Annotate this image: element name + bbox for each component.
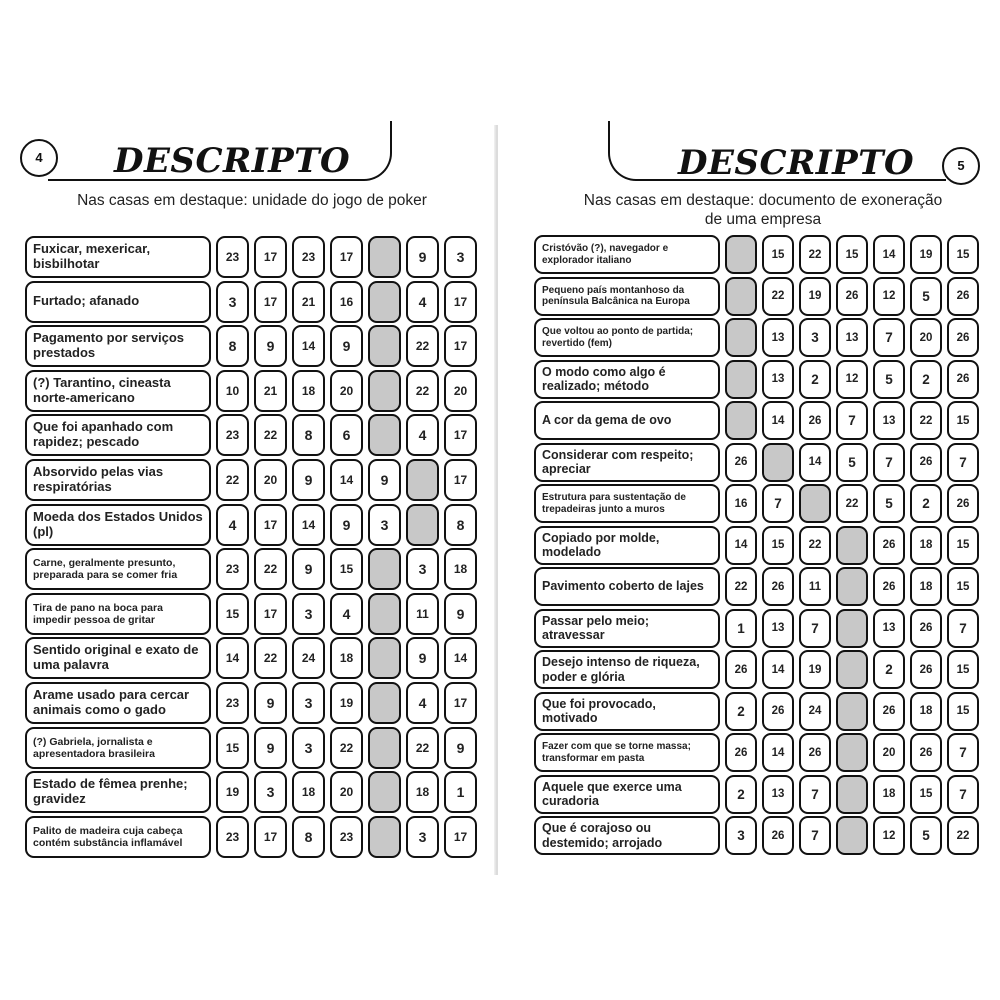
- answer-cell[interactable]: 20: [254, 459, 287, 501]
- answer-cell[interactable]: 24: [799, 692, 831, 731]
- answer-cell[interactable]: 8: [292, 414, 325, 456]
- answer-cell[interactable]: 26: [725, 650, 757, 689]
- answer-cell[interactable]: 22: [762, 277, 794, 316]
- answer-cell[interactable]: 4: [406, 682, 439, 724]
- highlighted-answer-cell[interactable]: [836, 733, 868, 772]
- answer-cell[interactable]: 22: [406, 370, 439, 412]
- answer-cell[interactable]: 18: [873, 775, 905, 814]
- clue-row: [534, 692, 979, 731]
- clue-text: Desejo intenso de riqueza, poder e glória: [534, 650, 720, 689]
- answer-cell[interactable]: 14: [762, 650, 794, 689]
- highlighted-answer-cell[interactable]: [368, 548, 401, 590]
- answer-cell[interactable]: 14: [873, 235, 905, 274]
- answer-cell[interactable]: 17: [254, 281, 287, 323]
- highlighted-answer-cell[interactable]: [725, 235, 757, 274]
- answer-cell[interactable]: 26: [947, 318, 979, 357]
- highlighted-answer-cell[interactable]: [368, 325, 401, 367]
- answer-cell[interactable]: 9: [254, 325, 287, 367]
- answer-cell[interactable]: 15: [836, 235, 868, 274]
- answer-cell[interactable]: 17: [444, 682, 477, 724]
- answer-cell[interactable]: 13: [762, 360, 794, 399]
- answer-cell[interactable]: 8: [292, 816, 325, 858]
- highlighted-answer-cell[interactable]: [368, 414, 401, 456]
- clue-text: Fuxicar, mexericar, bisbilhotar: [25, 236, 211, 278]
- clue-row: [534, 526, 979, 565]
- answer-cell[interactable]: 2: [910, 360, 942, 399]
- clue-text: Passar pelo meio; atravessar: [534, 609, 720, 648]
- clue-row: [534, 360, 979, 399]
- answer-cell[interactable]: 15: [910, 775, 942, 814]
- answer-cell[interactable]: 9: [330, 325, 363, 367]
- clue-text: Fazer com que se torne massa; transformar em pasta: [534, 733, 720, 772]
- answer-cell[interactable]: 26: [947, 360, 979, 399]
- clue-text: Estrutura para sustentação de trepadeiras junto a muros: [534, 484, 720, 523]
- highlighted-answer-cell[interactable]: [836, 692, 868, 731]
- clue-row: [25, 637, 477, 679]
- clue-text: (?) Gabriela, jornalista e apresentadora brasileira: [25, 727, 211, 769]
- clue-row: [534, 318, 979, 357]
- answer-cell[interactable]: 18: [292, 771, 325, 813]
- answer-cell[interactable]: 3: [292, 593, 325, 635]
- answer-cell[interactable]: 2: [799, 360, 831, 399]
- highlighted-answer-cell[interactable]: [836, 609, 868, 648]
- answer-cell[interactable]: 26: [910, 733, 942, 772]
- answer-cell[interactable]: 4: [406, 281, 439, 323]
- answer-cell[interactable]: 3: [725, 816, 757, 855]
- answer-cell[interactable]: 14: [799, 443, 831, 482]
- answer-cell[interactable]: 18: [910, 526, 942, 565]
- answer-cell[interactable]: 23: [292, 236, 325, 278]
- answer-cell[interactable]: 15: [947, 567, 979, 606]
- answer-cell[interactable]: 7: [799, 775, 831, 814]
- answer-cell[interactable]: 9: [368, 459, 401, 501]
- answer-cell[interactable]: 26: [725, 443, 757, 482]
- answer-cell[interactable]: 15: [216, 727, 249, 769]
- clue-text: Arame usado para cercar animais como o gado: [25, 682, 211, 724]
- answer-cell[interactable]: 22: [725, 567, 757, 606]
- answer-cell[interactable]: 26: [873, 526, 905, 565]
- answer-cell[interactable]: 23: [216, 816, 249, 858]
- answer-cell[interactable]: 26: [725, 733, 757, 772]
- answer-cell[interactable]: 23: [216, 236, 249, 278]
- right-instruction-line-2: de uma empresa: [704, 211, 822, 228]
- right-page-number: 5: [942, 147, 980, 185]
- answer-cell[interactable]: 2: [910, 484, 942, 523]
- highlighted-answer-cell[interactable]: [836, 775, 868, 814]
- answer-cell[interactable]: 10: [216, 370, 249, 412]
- clue-text: Pagamento por serviços prestados: [25, 325, 211, 367]
- answer-cell[interactable]: 14: [762, 401, 794, 440]
- highlighted-answer-cell[interactable]: [368, 682, 401, 724]
- answer-cell[interactable]: 7: [947, 443, 979, 482]
- clue-text: Sentido original e exato de uma palavra: [25, 637, 211, 679]
- highlighted-answer-cell[interactable]: [762, 443, 794, 482]
- answer-cell[interactable]: 14: [725, 526, 757, 565]
- highlighted-answer-cell[interactable]: [725, 318, 757, 357]
- answer-cell[interactable]: 7: [947, 775, 979, 814]
- highlighted-answer-cell[interactable]: [368, 593, 401, 635]
- answer-cell[interactable]: 11: [799, 567, 831, 606]
- answer-cell[interactable]: 26: [947, 484, 979, 523]
- answer-cell[interactable]: 22: [406, 727, 439, 769]
- answer-cell[interactable]: 13: [836, 318, 868, 357]
- answer-cell[interactable]: 22: [330, 727, 363, 769]
- answer-cell[interactable]: 3: [444, 236, 477, 278]
- highlighted-answer-cell[interactable]: [406, 504, 439, 546]
- highlighted-answer-cell[interactable]: [368, 637, 401, 679]
- left-instruction: Nas casas em destaque: unidade do jogo de poker: [77, 192, 427, 209]
- answer-cell[interactable]: 7: [836, 401, 868, 440]
- clue-row: [534, 277, 979, 316]
- answer-cell[interactable]: 26: [910, 650, 942, 689]
- answer-cell[interactable]: 24: [292, 637, 325, 679]
- answer-cell[interactable]: 22: [799, 235, 831, 274]
- highlighted-answer-cell[interactable]: [725, 277, 757, 316]
- answer-cell[interactable]: 21: [254, 370, 287, 412]
- clue-text: Carne, geralmente presunto, preparada para se comer fria: [25, 548, 211, 590]
- answer-cell[interactable]: 14: [216, 637, 249, 679]
- answer-cell[interactable]: 20: [330, 771, 363, 813]
- answer-cell[interactable]: 19: [910, 235, 942, 274]
- clue-text: Cristóvão (?), navegador e explorador italiano: [534, 235, 720, 274]
- clue-text: Furtado; afanado: [25, 281, 211, 323]
- answer-cell[interactable]: 26: [873, 567, 905, 606]
- clue-row: [534, 401, 979, 440]
- answer-cell[interactable]: 13: [873, 609, 905, 648]
- answer-cell[interactable]: 9: [254, 682, 287, 724]
- answer-cell[interactable]: 18: [292, 370, 325, 412]
- answer-cell[interactable]: 12: [873, 816, 905, 855]
- answer-cell[interactable]: 13: [873, 401, 905, 440]
- clue-text: Considerar com respeito; apreciar: [534, 443, 720, 482]
- clue-text: A cor da gema de ovo: [534, 401, 720, 440]
- left-page: [8, 125, 496, 875]
- clue-row: [25, 325, 477, 367]
- answer-cell[interactable]: 7: [947, 733, 979, 772]
- answer-cell[interactable]: 9: [406, 637, 439, 679]
- answer-cell[interactable]: 26: [910, 609, 942, 648]
- answer-cell[interactable]: 20: [910, 318, 942, 357]
- answer-cell[interactable]: 18: [444, 548, 477, 590]
- clue-row: [534, 567, 979, 606]
- answer-cell[interactable]: 23: [216, 682, 249, 724]
- highlighted-answer-cell[interactable]: [368, 816, 401, 858]
- answer-cell[interactable]: 19: [330, 682, 363, 724]
- clue-row: [534, 443, 979, 482]
- answer-cell[interactable]: 17: [254, 593, 287, 635]
- answer-cell[interactable]: 16: [330, 281, 363, 323]
- clue-row: [534, 733, 979, 772]
- answer-cell[interactable]: 3: [254, 771, 287, 813]
- clue-row: [25, 816, 477, 858]
- answer-cell[interactable]: 20: [873, 733, 905, 772]
- clue-row: [534, 650, 979, 689]
- answer-cell[interactable]: 7: [762, 484, 794, 523]
- clue-text: O modo como algo é realizado; método: [534, 360, 720, 399]
- answer-cell[interactable]: 7: [799, 816, 831, 855]
- answer-cell[interactable]: 17: [444, 325, 477, 367]
- answer-cell[interactable]: 14: [444, 637, 477, 679]
- answer-cell[interactable]: 2: [725, 692, 757, 731]
- answer-cell[interactable]: 14: [330, 459, 363, 501]
- clue-row: [25, 771, 477, 813]
- answer-cell[interactable]: 7: [873, 318, 905, 357]
- answer-cell[interactable]: 18: [330, 637, 363, 679]
- answer-cell[interactable]: 8: [444, 504, 477, 546]
- answer-cell[interactable]: 12: [836, 360, 868, 399]
- clue-row: [534, 484, 979, 523]
- answer-cell[interactable]: 17: [444, 414, 477, 456]
- answer-cell[interactable]: 19: [799, 277, 831, 316]
- answer-cell[interactable]: 3: [216, 281, 249, 323]
- answer-cell[interactable]: 22: [406, 325, 439, 367]
- answer-cell[interactable]: 3: [799, 318, 831, 357]
- clue-row: [25, 459, 477, 501]
- answer-cell[interactable]: 14: [292, 325, 325, 367]
- highlighted-answer-cell[interactable]: [836, 650, 868, 689]
- clue-row: [534, 235, 979, 274]
- answer-cell[interactable]: 7: [873, 443, 905, 482]
- answer-cell[interactable]: 26: [799, 733, 831, 772]
- answer-cell[interactable]: 19: [799, 650, 831, 689]
- answer-cell[interactable]: 7: [799, 609, 831, 648]
- answer-cell[interactable]: 15: [947, 650, 979, 689]
- answer-cell[interactable]: 26: [762, 692, 794, 731]
- clue-text: Moeda dos Estados Unidos (pl): [25, 504, 211, 546]
- answer-cell[interactable]: 9: [254, 727, 287, 769]
- clue-row: [25, 593, 477, 635]
- answer-cell[interactable]: 23: [216, 548, 249, 590]
- answer-cell[interactable]: 22: [254, 637, 287, 679]
- answer-cell[interactable]: 2: [725, 775, 757, 814]
- answer-cell[interactable]: 22: [836, 484, 868, 523]
- answer-cell[interactable]: 17: [444, 459, 477, 501]
- highlighted-answer-cell[interactable]: [836, 816, 868, 855]
- clue-row: [25, 682, 477, 724]
- clue-row: [25, 236, 477, 278]
- highlighted-answer-cell[interactable]: [368, 727, 401, 769]
- answer-cell[interactable]: 13: [762, 609, 794, 648]
- clue-row: [25, 727, 477, 769]
- answer-cell[interactable]: 15: [947, 526, 979, 565]
- left-page-title: DESCRIPTO: [114, 141, 351, 181]
- magazine-spread: [8, 125, 988, 875]
- clue-text: Que foi apanhado com rapidez; pescado: [25, 414, 211, 456]
- answer-cell[interactable]: 15: [947, 235, 979, 274]
- highlighted-answer-cell[interactable]: [799, 484, 831, 523]
- clue-row: [25, 504, 477, 546]
- answer-cell[interactable]: 4: [330, 593, 363, 635]
- answer-cell[interactable]: 5: [910, 816, 942, 855]
- answer-cell[interactable]: 22: [216, 459, 249, 501]
- right-page-title: DESCRIPTO: [678, 143, 915, 183]
- answer-cell[interactable]: 17: [254, 236, 287, 278]
- answer-cell[interactable]: 17: [444, 281, 477, 323]
- answer-cell[interactable]: 15: [947, 401, 979, 440]
- clue-text: Absorvido pelas vias respiratórias: [25, 459, 211, 501]
- clue-row: [534, 609, 979, 648]
- answer-cell[interactable]: 20: [444, 370, 477, 412]
- clue-row: [25, 548, 477, 590]
- clue-text: Que é corajoso ou destemido; arrojado: [534, 816, 720, 855]
- answer-cell[interactable]: 17: [254, 816, 287, 858]
- highlighted-answer-cell[interactable]: [836, 526, 868, 565]
- answer-cell[interactable]: 23: [216, 414, 249, 456]
- answer-cell[interactable]: 26: [799, 401, 831, 440]
- answer-cell[interactable]: 26: [910, 443, 942, 482]
- highlighted-answer-cell[interactable]: [368, 771, 401, 813]
- clue-text: Tira de pano na boca para impedir pessoa de gritar: [25, 593, 211, 635]
- clue-row: [25, 281, 477, 323]
- answer-cell[interactable]: 14: [292, 504, 325, 546]
- right-page: [498, 125, 988, 875]
- answer-cell[interactable]: 20: [330, 370, 363, 412]
- clue-text: Copiado por molde, modelado: [534, 526, 720, 565]
- highlighted-answer-cell[interactable]: [725, 360, 757, 399]
- answer-cell[interactable]: 3: [368, 504, 401, 546]
- answer-cell[interactable]: 17: [330, 236, 363, 278]
- highlighted-answer-cell[interactable]: [368, 281, 401, 323]
- clue-text: Estado de fêmea prenhe; gravidez: [25, 771, 211, 813]
- answer-cell[interactable]: 21: [292, 281, 325, 323]
- answer-cell[interactable]: 19: [216, 771, 249, 813]
- answer-cell[interactable]: 6: [330, 414, 363, 456]
- highlighted-answer-cell[interactable]: [406, 459, 439, 501]
- clue-row: [25, 414, 477, 456]
- answer-cell[interactable]: 3: [292, 727, 325, 769]
- left-page-number: 4: [20, 139, 58, 177]
- answer-cell[interactable]: 16: [725, 484, 757, 523]
- answer-cell[interactable]: 22: [947, 816, 979, 855]
- answer-cell[interactable]: 14: [762, 733, 794, 772]
- clue-text: (?) Tarantino, cineasta norte-americano: [25, 370, 211, 412]
- clue-text: Pavimento coberto de lajes: [534, 567, 720, 606]
- answer-cell[interactable]: 26: [947, 277, 979, 316]
- answer-cell[interactable]: 5: [873, 360, 905, 399]
- answer-cell[interactable]: 15: [762, 526, 794, 565]
- highlighted-answer-cell[interactable]: [368, 236, 401, 278]
- answer-cell[interactable]: 12: [873, 277, 905, 316]
- answer-cell[interactable]: 22: [910, 401, 942, 440]
- answer-cell[interactable]: 3: [406, 548, 439, 590]
- answer-cell[interactable]: 4: [216, 504, 249, 546]
- answer-cell[interactable]: 18: [910, 692, 942, 731]
- answer-cell[interactable]: 9: [444, 593, 477, 635]
- answer-cell[interactable]: 15: [947, 692, 979, 731]
- clue-row: [534, 775, 979, 814]
- answer-cell[interactable]: 17: [444, 816, 477, 858]
- answer-cell[interactable]: 11: [406, 593, 439, 635]
- answer-cell[interactable]: 22: [799, 526, 831, 565]
- answer-cell[interactable]: 18: [910, 567, 942, 606]
- answer-cell[interactable]: 1: [444, 771, 477, 813]
- answer-cell[interactable]: 9: [330, 504, 363, 546]
- answer-cell[interactable]: 2: [873, 650, 905, 689]
- answer-cell[interactable]: 26: [762, 816, 794, 855]
- answer-cell[interactable]: 17: [254, 504, 287, 546]
- clue-text: Pequeno país montanhoso da península Balcânica na Europa: [534, 277, 720, 316]
- answer-cell[interactable]: 26: [762, 567, 794, 606]
- answer-cell[interactable]: 9: [292, 548, 325, 590]
- clue-text: Aquele que exerce uma curadoria: [534, 775, 720, 814]
- answer-cell[interactable]: 3: [406, 816, 439, 858]
- answer-cell[interactable]: 9: [406, 236, 439, 278]
- answer-cell[interactable]: 1: [725, 609, 757, 648]
- answer-cell[interactable]: 18: [406, 771, 439, 813]
- answer-cell[interactable]: 7: [947, 609, 979, 648]
- answer-cell[interactable]: 8: [216, 325, 249, 367]
- answer-cell[interactable]: 15: [330, 548, 363, 590]
- clue-row: [25, 370, 477, 412]
- highlighted-answer-cell[interactable]: [836, 567, 868, 606]
- right-instruction-line-1: Nas casas em destaque: documento de exoneração: [583, 192, 943, 209]
- clue-text: Palito de madeira cuja cabeça contém substância inflamável: [25, 816, 211, 858]
- highlighted-answer-cell[interactable]: [725, 401, 757, 440]
- answer-cell[interactable]: 5: [910, 277, 942, 316]
- answer-cell[interactable]: 15: [216, 593, 249, 635]
- answer-cell[interactable]: 9: [444, 727, 477, 769]
- answer-cell[interactable]: 13: [762, 775, 794, 814]
- right-instruction: [538, 191, 988, 229]
- answer-cell[interactable]: 15: [762, 235, 794, 274]
- answer-cell[interactable]: 22: [254, 414, 287, 456]
- clue-row: [534, 816, 979, 855]
- clue-text: Que voltou ao ponto de partida; revertido (fem): [534, 318, 720, 357]
- answer-cell[interactable]: 9: [292, 459, 325, 501]
- answer-cell[interactable]: 5: [836, 443, 868, 482]
- answer-cell[interactable]: 4: [406, 414, 439, 456]
- answer-cell[interactable]: 26: [873, 692, 905, 731]
- answer-cell[interactable]: 13: [762, 318, 794, 357]
- highlighted-answer-cell[interactable]: [368, 370, 401, 412]
- answer-cell[interactable]: 5: [873, 484, 905, 523]
- answer-cell[interactable]: 26: [836, 277, 868, 316]
- answer-cell[interactable]: 23: [330, 816, 363, 858]
- clue-text: Que foi provocado, motivado: [534, 692, 720, 731]
- answer-cell[interactable]: 22: [254, 548, 287, 590]
- answer-cell[interactable]: 3: [292, 682, 325, 724]
